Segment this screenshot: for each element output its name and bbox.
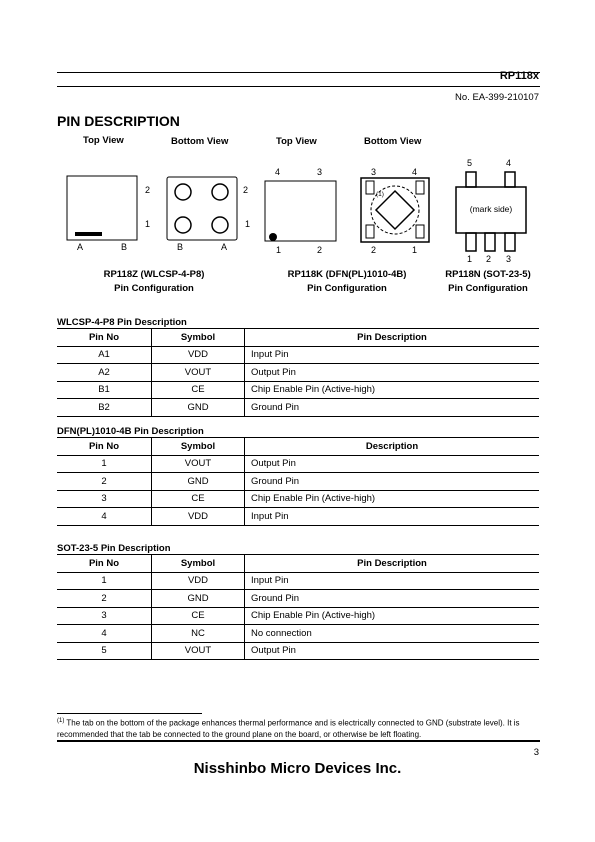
dfn-caption: RP118K (DFN(PL)1010-4B) Pin Configuration <box>287 269 407 294</box>
table-row: 3 CE Chip Enable Pin (Active-high) <box>57 607 539 625</box>
footnote <box>57 716 541 740</box>
pin-label: 4 <box>506 158 512 168</box>
pin1-mark <box>269 233 277 241</box>
pin-label: 3 <box>506 254 512 264</box>
wlcsp-pin-table <box>57 328 539 417</box>
pin-label: 3 <box>317 167 323 177</box>
table-title-dfn: DFN(PL)1010-4B Pin Description <box>57 426 204 437</box>
page-number: 3 <box>533 747 539 758</box>
footer-rule <box>57 740 540 742</box>
column-header: Pin No <box>57 438 152 456</box>
footnote-mark: (1) <box>57 718 65 724</box>
footnote-rule <box>57 713 202 714</box>
pin-label: 4 <box>412 167 418 177</box>
column-header: Symbol <box>152 329 245 347</box>
row-label: 1 <box>245 219 251 229</box>
row-label: 2 <box>243 185 249 195</box>
pin-label: 2 <box>371 245 377 255</box>
pin-label: 2 <box>317 245 323 255</box>
sot-pin-table <box>57 554 539 660</box>
pin-label: 5 <box>467 158 473 168</box>
table-title-sot: SOT-23-5 Pin Description <box>57 543 171 554</box>
table-row: 2 GND Ground Pin <box>57 473 539 491</box>
view-label: Top View <box>276 136 317 147</box>
footnote-text: The tab on the bottom of the package enhances thermal performance and is electrically connected to GND (substrate level). It is recommended that the tab be connected to the ground plane on the board, or otherwise be left floating. <box>57 718 520 739</box>
view-label: Top View <box>83 135 124 146</box>
row-label: 2 <box>145 185 151 195</box>
pin-label: 1 <box>412 245 418 255</box>
col-label: B <box>177 242 184 252</box>
pin-label: 3 <box>371 167 377 177</box>
pin-label: 2 <box>486 254 492 264</box>
column-header: Description <box>245 438 540 456</box>
wlcsp-caption: RP118Z (WLCSP-4-P8) Pin Configuration <box>103 269 205 294</box>
col-label: A <box>221 242 228 252</box>
table-row: A1 VDD Input Pin <box>57 346 539 364</box>
sot-caption: RP118N (SOT-23-5) Pin Configuration <box>445 269 531 294</box>
company-name: Nisshinbo Micro Devices Inc. <box>193 760 402 777</box>
table-row: B1 CE Chip Enable Pin (Active-high) <box>57 381 539 399</box>
part-number: RP118x <box>499 70 539 82</box>
table-row: 4 VDD Input Pin <box>57 508 539 526</box>
doc-number: No. EA-399-210107 <box>455 92 539 103</box>
wlcsp-bottom-view <box>167 177 237 240</box>
table-row: A2 VOUT Output Pin <box>57 364 539 382</box>
table-row: 1 VOUT Output Pin <box>57 455 539 473</box>
section-title: PIN DESCRIPTION <box>57 113 180 129</box>
column-header: Pin Description <box>245 555 540 573</box>
table-row: 5 VOUT Output Pin <box>57 642 539 660</box>
col-label: A <box>77 242 84 252</box>
table-row: 4 NC No connection <box>57 625 539 643</box>
table-title-wlcsp: WLCSP-4-P8 Pin Description <box>57 317 187 328</box>
column-header: Pin Description <box>245 329 540 347</box>
view-label: Bottom View <box>171 136 229 147</box>
pin-label: 1 <box>467 254 473 264</box>
dfn-top-view <box>265 181 336 241</box>
col-label: B <box>121 242 128 252</box>
dfn-pin-table <box>57 437 539 526</box>
wlcsp-top-view <box>67 176 137 240</box>
mark-side-label: (mark side) <box>469 204 513 214</box>
table-row: 1 VDD Input Pin <box>57 572 539 590</box>
table-row: 2 GND Ground Pin <box>57 590 539 608</box>
table-row: B2 GND Ground Pin <box>57 399 539 417</box>
column-header: Pin No <box>57 329 152 347</box>
table-row: 3 CE Chip Enable Pin (Active-high) <box>57 490 539 508</box>
view-label: Bottom View <box>364 136 422 147</box>
column-header: Pin No <box>57 555 152 573</box>
index-mark <box>75 232 102 236</box>
pin-label: 1 <box>276 245 282 255</box>
footnote-mark: (1) <box>376 191 384 198</box>
dfn-bottom-view <box>361 178 429 242</box>
row-label: 1 <box>145 219 151 229</box>
column-header: Symbol <box>152 555 245 573</box>
column-header: Symbol <box>152 438 245 456</box>
pin-label: 4 <box>275 167 281 177</box>
